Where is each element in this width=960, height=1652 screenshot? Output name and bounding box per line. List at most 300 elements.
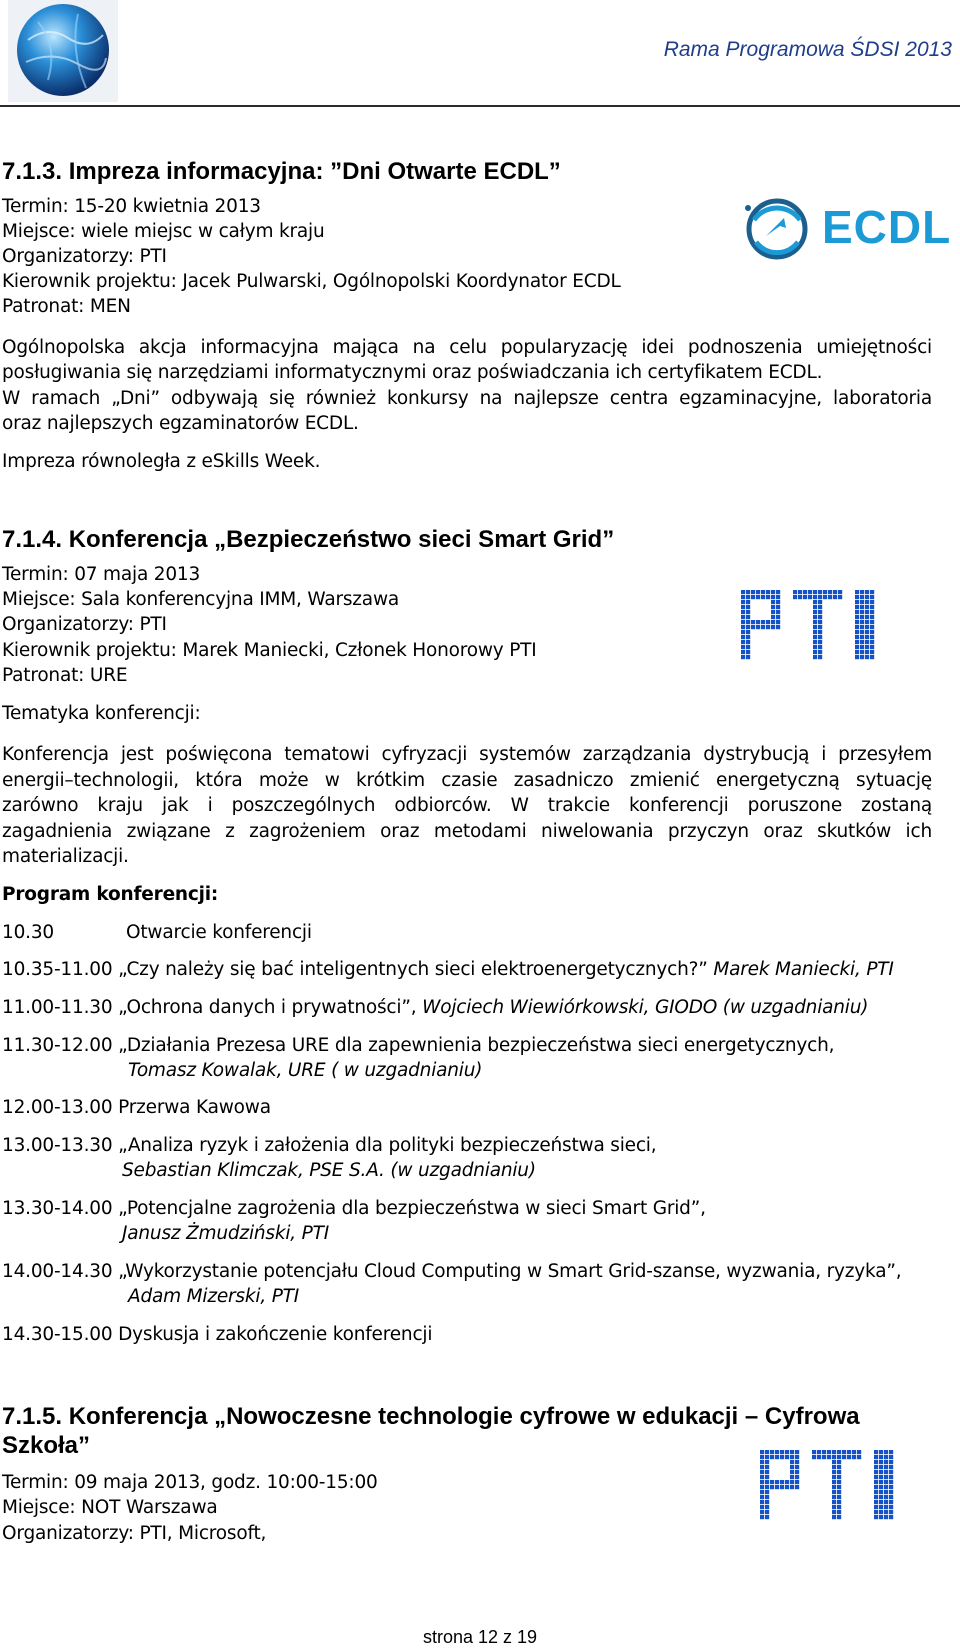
pti-logo-pixel: [879, 1515, 883, 1519]
pti-logo-pixel: [865, 620, 869, 624]
pti-logo-pixel: [879, 1460, 883, 1464]
pti-logo-pixel: [818, 595, 822, 599]
pti-logo-pixel: [865, 615, 869, 619]
pti-logo-pixel: [741, 610, 745, 614]
pti-logo-pixel: [865, 590, 869, 594]
pti-logo-pixel: [832, 1465, 836, 1469]
pti-logo-pixel: [770, 1480, 774, 1484]
pti-logo-pixel: [847, 1455, 851, 1459]
pti-logo-pixel: [746, 605, 750, 609]
pti-logo-pixel: [889, 1470, 893, 1474]
pti-logo-pixel: [889, 1495, 893, 1499]
pti-logo-pixel: [884, 1515, 888, 1519]
pti-logo-pixel: [884, 1495, 888, 1499]
pti-logo-pixel: [790, 1485, 794, 1489]
pti-logo-pixel: [879, 1480, 883, 1484]
pti-logo-pixel: [855, 630, 859, 634]
program-time: 12.00-13.00: [2, 1097, 113, 1118]
program-speaker: Wojciech Wiewiórkowski, GIODO (w uzgadnianiu): [422, 997, 869, 1018]
pti-logo-pixel: [771, 600, 775, 604]
pti-logo-pixel: [771, 610, 775, 614]
pti-logo-pixel: [795, 1450, 799, 1454]
pti-logo-pixel: [803, 590, 807, 594]
pti-logo-pixel: [847, 1450, 851, 1454]
pti-logo-pixel: [879, 1470, 883, 1474]
pti-logo-pixel: [771, 625, 775, 629]
pti-logo-pixel: [874, 1480, 878, 1484]
pti-logo-pixel: [855, 655, 859, 659]
pti-logo-pixel: [889, 1505, 893, 1509]
pti-logo-pixel: [870, 635, 874, 639]
pti-logo-pixel: [889, 1490, 893, 1494]
pti-logo-pixel: [813, 625, 817, 629]
program-title: „Ochrona danych i prywatności”,: [118, 997, 417, 1018]
pti-logo-pixel: [795, 1470, 799, 1474]
pti-logo-pixel: [884, 1490, 888, 1494]
section1-paragraph-line: oraz najlepszych egzaminatorów ECDL.: [2, 413, 359, 434]
pti-logo-pixel: [879, 1485, 883, 1489]
program-title: Dyskusja i zakończenie konferencji: [118, 1324, 433, 1345]
pti-logo-pixel: [761, 625, 765, 629]
pti-logo-pixel: [741, 600, 745, 604]
pti-logo-pixel: [760, 1460, 764, 1464]
pti-logo-pixel: [865, 605, 869, 609]
pti-logo-pixel: [790, 1480, 794, 1484]
pti-logo-pixel: [776, 615, 780, 619]
pti-logo-pixel: [889, 1460, 893, 1464]
pti-logo-pixel: [795, 1460, 799, 1464]
pti-logo-pixel: [795, 1455, 799, 1459]
pti-logo-pixel: [870, 595, 874, 599]
pti-logo-pixel: [874, 1515, 878, 1519]
pti-logo-pixel: [741, 645, 745, 649]
event-organizers: Organizatorzy: PTI: [2, 614, 167, 635]
pti-logo-pixel: [818, 655, 822, 659]
program-title: Otwarcie konferencji: [126, 922, 312, 943]
pti-logo-pixel: [765, 1510, 769, 1514]
description-line: zarówno kraju jak i poszczególnych odbiorców. W trakcie konferencji poruszone zostaną: [2, 795, 932, 816]
pti-logo-pixel: [813, 620, 817, 624]
pti-logo-pixel: [838, 595, 842, 599]
pti-logo-pixel: [860, 655, 864, 659]
pti-logo-pixel: [832, 1485, 836, 1489]
pti-logo-pixel: [760, 1465, 764, 1469]
pti-logo-pixel: [746, 650, 750, 654]
pti-logo-pixel: [870, 605, 874, 609]
pti-logo-pixel: [837, 1450, 841, 1454]
program-time: 10.30: [2, 922, 54, 943]
pti-logo-pixel: [822, 1455, 826, 1459]
pti-logo-pixel: [874, 1485, 878, 1489]
pti-logo-pixel: [813, 640, 817, 644]
pti-logo-pixel: [832, 1475, 836, 1479]
pti-logo-pixel: [818, 650, 822, 654]
pti-logo-pixel: [884, 1500, 888, 1504]
globe-logo-icon: [8, 0, 118, 102]
pti-logo-pixel: [765, 1475, 769, 1479]
pti-logo-pixel: [865, 655, 869, 659]
pti-logo-pixel: [879, 1450, 883, 1454]
program-item: [2, 1097, 271, 1118]
pti-logo-pixel: [822, 1450, 826, 1454]
pti-logo-pixel: [860, 600, 864, 604]
pti-logo-pixel: [746, 590, 750, 594]
pti-logo-pixel: [776, 610, 780, 614]
pti-logo-pixel: [765, 1455, 769, 1459]
pti-logo-pixel: [870, 620, 874, 624]
pti-logo-pixel: [741, 620, 745, 624]
pti-logo-pixel: [879, 1475, 883, 1479]
pti-logo-pixel: [817, 1455, 821, 1459]
pti-logo-pixel: [874, 1505, 878, 1509]
section1-paragraph-line: posługiwania się narzędziami informatycznymi oraz poświadczania ich certyfikatem ECDL.: [2, 362, 823, 383]
pti-logo-pixel: [832, 1470, 836, 1474]
pti-logo-pixel: [808, 590, 812, 594]
pti-logo-pixel: [790, 1455, 794, 1459]
pti-logo-pixel: [771, 615, 775, 619]
pti-logo-pixel: [837, 1470, 841, 1474]
pti-logo-pixel: [765, 1480, 769, 1484]
pti-logo-pixel: [860, 625, 864, 629]
pti-logo-pixel: [746, 615, 750, 619]
program-item: [2, 1198, 706, 1219]
section-heading-7-1-5: 7.1.5. Konferencja „Nowoczesne technologie cyfrowe w edukacji – Cyfrowa: [2, 1403, 860, 1430]
pti-logo-pixel: [832, 1495, 836, 1499]
pti-logo-pixel: [790, 1450, 794, 1454]
pti-logo-pixel: [776, 625, 780, 629]
pti-logo-pixel: [870, 625, 874, 629]
program-item: [2, 959, 894, 980]
program-item: [2, 1261, 901, 1282]
pti-logo-pixel: [842, 1450, 846, 1454]
event-organizers: Organizatorzy: PTI: [2, 246, 167, 267]
section-heading-7-1-5-cont: Szkoła”: [2, 1432, 91, 1459]
description-line: zagadnienia związane z zagrożeniem oraz metodami niwelowania przyczyn oraz skutków ich: [2, 821, 932, 842]
pti-logo-pixel: [741, 615, 745, 619]
pti-logo-pixel: [785, 1455, 789, 1459]
pti-logo-pixel: [857, 1450, 861, 1454]
pti-logo-pixel: [818, 620, 822, 624]
pti-logo-pixel: [874, 1500, 878, 1504]
pti-logo-pixel: [884, 1455, 888, 1459]
pti-logo-pixel: [857, 1455, 861, 1459]
pti-logo-pixel: [855, 595, 859, 599]
pti-logo-pixel: [889, 1500, 893, 1504]
pti-logo-pixel: [776, 605, 780, 609]
pti-logo-pixel: [865, 610, 869, 614]
pti-logo-pixel: [776, 620, 780, 624]
pti-logo-pixel: [765, 1500, 769, 1504]
pti-logo-pixel: [818, 625, 822, 629]
pti-logo-pixel: [818, 600, 822, 604]
pti-logo-pixel: [874, 1460, 878, 1464]
pti-logo-pixel: [884, 1470, 888, 1474]
pti-logo-pixel: [776, 600, 780, 604]
pti-logo-pixel: [765, 1460, 769, 1464]
pti-logo-pixel: [852, 1455, 856, 1459]
pti-logo-pixel: [770, 1455, 774, 1459]
pti-logo-pixel: [765, 1465, 769, 1469]
pti-logo-pixel: [766, 625, 770, 629]
pti-logo-pixel: [813, 615, 817, 619]
pti-logo-pixel: [813, 655, 817, 659]
pti-logo-pixel: [879, 1465, 883, 1469]
header-title: Rama Programowa ŚDSI 2013: [663, 38, 952, 61]
event-location: Miejsce: Sala konferencyjna IMM, Warszawa: [2, 589, 400, 610]
pti-logo-pixel: [780, 1455, 784, 1459]
program-item: [2, 1035, 834, 1056]
program-item: [2, 1135, 656, 1156]
pti-logo-pixel: [812, 1455, 816, 1459]
pti-logo-pixel: [766, 590, 770, 594]
pti-logo-pixel: [855, 620, 859, 624]
event-location: Miejsce: NOT Warszawa: [2, 1497, 218, 1518]
pti-logo-pixel: [746, 655, 750, 659]
pti-logo-pixel: [813, 635, 817, 639]
pti-logo-pixel: [741, 635, 745, 639]
pti-logo-pixel: [790, 1465, 794, 1469]
pti-logo-pixel: [870, 610, 874, 614]
program-speaker: Sebastian Klimczak, PSE S.A. (w uzgadnianiu): [122, 1160, 536, 1181]
pti-logo-pixel: [751, 590, 755, 594]
topics-label: Tematyka konferencji:: [2, 703, 201, 724]
pti-logo-pixel: [760, 1475, 764, 1479]
pti-logo-pixel: [833, 595, 837, 599]
pti-logo-pixel: [760, 1455, 764, 1459]
pti-logo-pixel: [741, 650, 745, 654]
pti-logo-pixel: [860, 595, 864, 599]
program-time: 14.00-14.30: [2, 1261, 113, 1282]
pti-logo-pixel: [832, 1505, 836, 1509]
section1-paragraph-line: Impreza równoległa z eSkills Week.: [2, 451, 321, 472]
pti-logo-pixel: [746, 600, 750, 604]
pti-logo-pixel: [889, 1485, 893, 1489]
pti-logo-pixel: [793, 590, 797, 594]
pti-logo-pixel: [833, 590, 837, 594]
pti-logo-pixel: [865, 595, 869, 599]
pti-logo-pixel: [765, 1515, 769, 1519]
pti-logo-pixel: [765, 1490, 769, 1494]
pti-logo-pixel: [855, 635, 859, 639]
pti-logo-pixel: [785, 1450, 789, 1454]
pti-logo-pixel: [760, 1490, 764, 1494]
pti-logo-pixel: [874, 1475, 878, 1479]
pti-logo-pixel: [870, 615, 874, 619]
pti-logo-pixel: [889, 1465, 893, 1469]
pti-logo-pixel: [818, 630, 822, 634]
pti-logo-pixel: [813, 590, 817, 594]
pti-logo-pixel: [828, 590, 832, 594]
program-title: „Wykorzystanie potencjału Cloud Computing w Smart Grid-szanse, wyzwania, ryzyka”,: [118, 1261, 902, 1282]
event-patronage: Patronat: URE: [2, 665, 128, 686]
ecdl-globe-icon: [742, 196, 812, 262]
pti-logo-pixel: [827, 1450, 831, 1454]
pti-logo-pixel: [813, 610, 817, 614]
pti-logo-pixel: [813, 645, 817, 649]
pti-logo-pixel: [832, 1455, 836, 1459]
event-date: Termin: 07 maja 2013: [2, 564, 201, 585]
pti-logo-pixel: [832, 1480, 836, 1484]
pti-logo-pixel: [790, 1470, 794, 1474]
pti-logo-pixel: [746, 635, 750, 639]
pti-logo-pixel: [785, 1485, 789, 1489]
program-time: 11.00-11.30: [2, 997, 113, 1018]
pti-logo-pixel: [765, 1505, 769, 1509]
pti-logo-pixel: [798, 595, 802, 599]
pti-logo-pixel: [823, 590, 827, 594]
pti-logo-pixel: [832, 1510, 836, 1514]
program-speaker: Janusz Żmudziński, PTI: [122, 1223, 329, 1244]
pti-logo-pixel: [812, 1450, 816, 1454]
pti-logo-pixel: [860, 615, 864, 619]
pti-logo-pixel: [855, 610, 859, 614]
pti-logo-pixel: [874, 1465, 878, 1469]
pti-logo-pixel: [879, 1505, 883, 1509]
pti-logo-pixel: [837, 1495, 841, 1499]
pti-logo-pixel: [761, 590, 765, 594]
pti-logo-pixel: [884, 1480, 888, 1484]
pti-logo-pixel: [889, 1510, 893, 1514]
program-time: 14.30-15.00: [2, 1324, 113, 1345]
pti-logo-pixel: [793, 595, 797, 599]
program-title: „Analiza ryzyk i założenia dla polityki bezpieczeństwa sieci,: [118, 1135, 657, 1156]
description-line: Konferencja jest poświęcona tematowi cyfryzacji systemów zarządzania dystrybucją i przesyłem: [2, 744, 932, 765]
pti-logo-pixel: [832, 1515, 836, 1519]
pti-logo-pixel: [865, 630, 869, 634]
event-date: Termin: 15-20 kwietnia 2013: [2, 196, 261, 217]
event-location: Miejsce: wiele miejsc w całym kraju: [2, 221, 325, 242]
pti-logo-pixel: [775, 1455, 779, 1459]
pti-logo-pixel: [837, 1465, 841, 1469]
pti-logo-pixel: [780, 1450, 784, 1454]
pti-logo-pixel: [889, 1455, 893, 1459]
ecdl-logo-text: ECDL: [822, 201, 952, 253]
pti-logo-pixel: [855, 605, 859, 609]
pti-logo-pixel: [870, 655, 874, 659]
pti-logo-pixel: [761, 620, 765, 624]
pti-logo-pixel: [860, 645, 864, 649]
pti-logo-pixel: [751, 595, 755, 599]
program-time: 13.30-14.00: [2, 1198, 113, 1219]
pti-logo-pixel: [760, 1480, 764, 1484]
pti-logo-pixel: [855, 625, 859, 629]
pti-logo-pixel: [760, 1485, 764, 1489]
program-title: „Czy należy się bać inteligentnych sieci elektroenergetycznych?”: [118, 959, 708, 980]
pti-logo-pixel: [865, 645, 869, 649]
pti-logo-pixel: [756, 620, 760, 624]
pti-logo-pixel: [860, 640, 864, 644]
pti-logo-pixel: [879, 1495, 883, 1499]
pti-logo-pixel: [770, 1450, 774, 1454]
section1-paragraph-line: W ramach „Dni” odbywają się również konkursy na najlepsze centra egzaminacyjne, laboratoria: [2, 388, 932, 409]
pti-logo-pixel: [746, 640, 750, 644]
event-manager: Kierownik projektu: Marek Maniecki, Członek Honorowy PTI: [2, 640, 537, 661]
program-title: Przerwa Kawowa: [118, 1097, 271, 1118]
pti-logo-pixel: [751, 620, 755, 624]
pti-logo-pixel: [879, 1490, 883, 1494]
program-time: 13.00-13.30: [2, 1135, 113, 1156]
program-item: [2, 1324, 432, 1345]
pti-logo-pixel: [746, 620, 750, 624]
pti-logo-pixel: [855, 645, 859, 649]
pti-logo-pixel: [746, 595, 750, 599]
pti-logo-pixel: [884, 1475, 888, 1479]
pti-logo-pixel: [756, 595, 760, 599]
pti-logo-pixel: [818, 640, 822, 644]
program-speaker: Marek Maniecki, PTI: [713, 959, 894, 980]
pti-logo-pixel: [770, 1485, 774, 1489]
pti-logo-pixel: [771, 620, 775, 624]
pti-logo-pixel: [741, 595, 745, 599]
pti-logo-pixel: [879, 1510, 883, 1514]
pti-logo-pixel: [874, 1450, 878, 1454]
pti-logo-pixel: [790, 1475, 794, 1479]
pti-logo-pixel: [785, 1480, 789, 1484]
pti-logo-pixel: [795, 1485, 799, 1489]
pti-logo-pixel: [795, 1465, 799, 1469]
pti-logo-pixel: [765, 1450, 769, 1454]
pti-logo-pixel: [741, 640, 745, 644]
section-heading-7-1-3: 7.1.3. Impreza informacyjna: ”Dni Otwarte ECDL”: [2, 158, 561, 185]
pti-logo-pixel: [751, 625, 755, 629]
pti-logo-pixel: [818, 610, 822, 614]
pti-logo-pixel: [838, 590, 842, 594]
pti-logo-pixel: [860, 590, 864, 594]
pti-logo-pixel: [741, 625, 745, 629]
pti-logo-pixel: [790, 1460, 794, 1464]
pti-logo-pixel: [855, 640, 859, 644]
pti-logo-pixel: [884, 1460, 888, 1464]
pti-logo-pixel: [865, 640, 869, 644]
pti-logo-pixel: [860, 610, 864, 614]
event-organizers: Organizatorzy: PTI, Microsoft,: [2, 1523, 267, 1544]
pti-logo-pixel: [817, 1450, 821, 1454]
pti-logo-pixel: [776, 595, 780, 599]
page-number: strona 12 z 19: [422, 1627, 538, 1647]
description-line: energii–technologii, która może w krótkim czasie zasadniczo zmienić energetyczną sytuację: [2, 770, 932, 791]
pti-logo-pixel: [780, 1485, 784, 1489]
pti-logo-pixel: [884, 1505, 888, 1509]
pti-logo: [741, 590, 932, 662]
pti-logo-pixel: [870, 650, 874, 654]
pti-logo-pixel: [889, 1475, 893, 1479]
pti-logo-pixel: [879, 1455, 883, 1459]
pti-logo-pixel: [837, 1490, 841, 1494]
pti-logo: [760, 1450, 951, 1522]
pti-logo-pixel: [760, 1470, 764, 1474]
pti-logo-pixel: [837, 1510, 841, 1514]
pti-logo-pixel: [760, 1500, 764, 1504]
event-date: Termin: 09 maja 2013, godz. 10:00-15:00: [2, 1472, 378, 1493]
pti-logo-pixel: [842, 1455, 846, 1459]
program-item: [2, 997, 868, 1018]
pti-logo-pixel: [760, 1505, 764, 1509]
pti-logo-pixel: [765, 1495, 769, 1499]
pti-logo-pixel: [855, 590, 859, 594]
pti-logo-pixel: [837, 1480, 841, 1484]
pti-logo-pixel: [823, 595, 827, 599]
pti-logo-pixel: [879, 1500, 883, 1504]
pti-logo-pixel: [795, 1480, 799, 1484]
event-patronage: Patronat: MEN: [2, 296, 131, 317]
pti-logo-pixel: [860, 620, 864, 624]
pti-logo-pixel: [761, 595, 765, 599]
pti-logo-pixel: [746, 645, 750, 649]
pti-logo-pixel: [837, 1475, 841, 1479]
pti-logo-pixel: [837, 1460, 841, 1464]
program-item: [2, 922, 312, 943]
pti-logo-pixel: [756, 625, 760, 629]
